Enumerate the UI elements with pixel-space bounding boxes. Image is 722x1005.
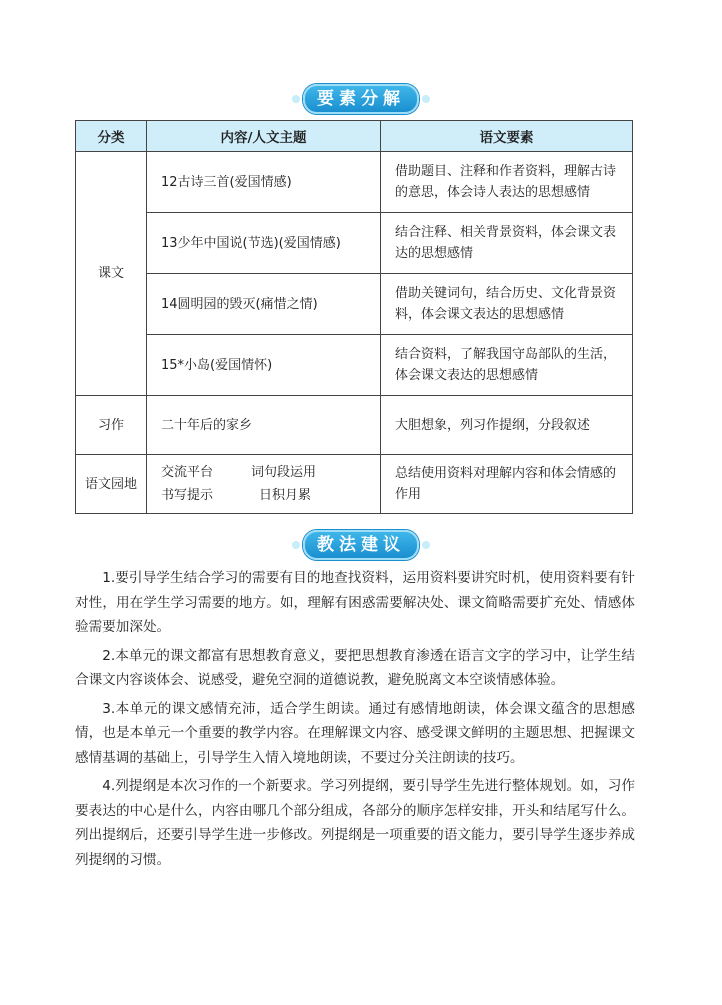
garden-item: 日积月累	[259, 488, 312, 503]
elements-cell: 大胆想象，列习作提纲，分段叙述	[381, 396, 633, 455]
content-cell	[147, 455, 381, 514]
table-row	[76, 396, 633, 455]
section-title: 要素分解	[303, 84, 419, 114]
content-cell: 13少年中国说(节选)(爱国情感)	[147, 213, 381, 274]
content-cell: 二十年后的家乡	[147, 396, 381, 455]
section-title: 教法建议	[303, 530, 419, 560]
header-elements: 语文要素	[381, 121, 633, 152]
teaching-suggestions	[75, 566, 635, 876]
garden-item: 交流平台	[161, 465, 214, 480]
header-content: 内容/人文主题	[147, 121, 381, 152]
suggestion-paragraph: 4.列提纲是本次习作的一个新要求。学习列提纲，要引导学生先进行整体规划。如，习作要表达的中心是什么，内容由哪几个部分组成，各部分的顺序怎样安排，开头和结尾写什么。列出提纲后，还要引导学生进一步修改。列提纲是一项重要的语文能力，要引导学生逐步养成列提纲的习惯。	[75, 778, 635, 868]
section-banner-suggestions	[283, 530, 439, 560]
section-banner-elements	[283, 84, 439, 114]
content-cell: 15*小岛(爱国情怀)	[147, 335, 381, 396]
banner-dot-icon	[422, 95, 430, 103]
table-row	[76, 152, 633, 213]
elements-cell: 借助题目、注释和作者资料，理解古诗的意思，体会诗人表达的思想感情	[381, 152, 633, 213]
table-header-row	[76, 121, 633, 152]
header-category: 分类	[76, 121, 147, 152]
suggestion-paragraph: 2.本单元的课文都富有思想教育意义，要把思想教育渗透在语言文字的学习中，让学生结合课文内容谈体会、说感受，避免空洞的道德说教，避免脱离文本空谈情感体验。	[75, 647, 635, 688]
suggestion-paragraph: 3.本单元的课文感情充沛，适合学生朗读。通过有感情地朗读，体会课文蕴含的思想感情，也是本单元一个重要的教学内容。在理解课文内容、感受课文鲜明的主题思想、把握课文感情基调的基础上，引导学生入情入境地朗读，不要过分关注朗读的技巧。	[75, 700, 635, 766]
table-row	[76, 455, 633, 514]
table-row	[76, 274, 633, 335]
suggestion-paragraph: 1.要引导学生结合学习的需要有目的地查找资料，运用资料要讲究时机，使用资料要有针对性，用在学生学习需要的地方。如，理解有困惑需要解决处、课文简略需要扩充处、情感体验需要加深处。	[75, 570, 635, 635]
banner-dot-icon	[292, 95, 300, 103]
category-cell: 习作	[76, 396, 147, 455]
elements-cell: 借助关键词句，结合历史、文化背景资料，体会课文表达的思想感情	[381, 274, 633, 335]
garden-item: 书写提示	[161, 488, 214, 503]
elements-cell: 结合注释、相关背景资料，体会课文表达的思想感情	[381, 213, 633, 274]
content-cell: 12古诗三首(爱国情感)	[147, 152, 381, 213]
banner-dot-icon	[422, 541, 430, 549]
unit-elements-table	[75, 120, 633, 514]
table-row	[76, 213, 633, 274]
banner-dot-icon	[292, 541, 300, 549]
content-cell: 14圆明园的毁灭(痛惜之情)	[147, 274, 381, 335]
category-cell: 语文园地	[76, 455, 147, 514]
elements-cell: 结合资料，了解我国守岛部队的生活，体会课文表达的思想感情	[381, 335, 633, 396]
garden-item: 词句段运用	[251, 465, 317, 480]
category-cell: 课文	[76, 152, 147, 396]
elements-cell: 总结使用资料对理解内容和体会情感的作用	[381, 455, 633, 514]
table-row	[76, 335, 633, 396]
